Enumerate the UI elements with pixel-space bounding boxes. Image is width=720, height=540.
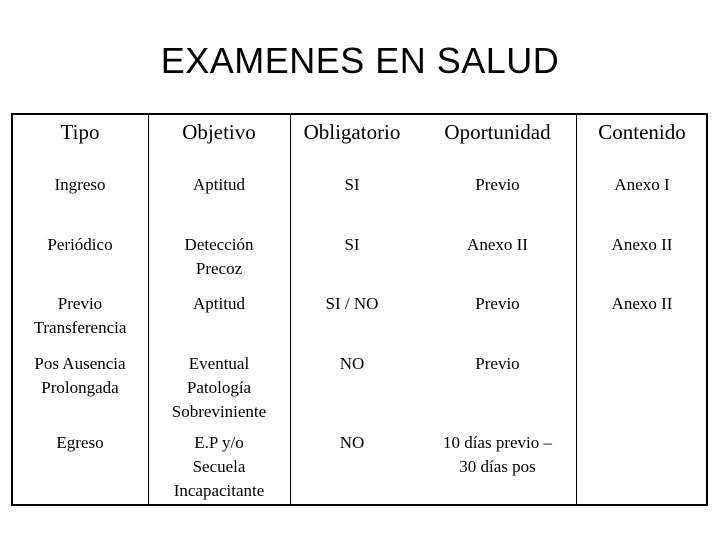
table-cell: Anexo II	[467, 235, 528, 254]
table-cell: Anexo II	[611, 235, 673, 254]
table-cell: Anexo I	[614, 175, 670, 194]
table-cell: Periódico	[47, 235, 113, 254]
table-cell: Previo	[475, 354, 520, 373]
page-title: EXAMENES EN SALUD	[160, 40, 560, 81]
table-cell: Previo	[475, 175, 520, 194]
table-cell: Previo	[475, 294, 520, 313]
table-cell: Aptitud	[193, 175, 245, 194]
table-cell: SI / NO	[325, 294, 379, 313]
table-cell: SI	[344, 175, 360, 194]
table-cell: 10 días previo – 30 días pos	[442, 433, 553, 476]
header-tipo: Tipo	[60, 120, 100, 144]
header-oportunidad: Oportunidad	[444, 120, 551, 144]
table-cell: Ingreso	[54, 175, 106, 194]
table-cell: Egreso	[56, 433, 104, 452]
table-cell: Eventual Patología Sobreviniente	[171, 354, 267, 421]
header-contenido: Contenido	[598, 120, 686, 144]
table-cell: Anexo II	[611, 294, 673, 313]
table-cell: NO	[339, 433, 365, 452]
table-cell: SI	[344, 235, 360, 254]
header-obligatorio: Obligatorio	[303, 120, 401, 144]
table-cell: Aptitud	[193, 294, 245, 313]
table-cell: E.P y/o Secuela Incapacitante	[173, 433, 265, 500]
header-objetivo: Objetivo	[182, 120, 256, 144]
table-cell: Pos Ausencia Prolongada	[34, 354, 126, 397]
table-cell: Detección Precoz	[184, 235, 254, 278]
table-cell: NO	[339, 354, 365, 373]
table-cell: Previo Transferencia	[33, 294, 127, 337]
